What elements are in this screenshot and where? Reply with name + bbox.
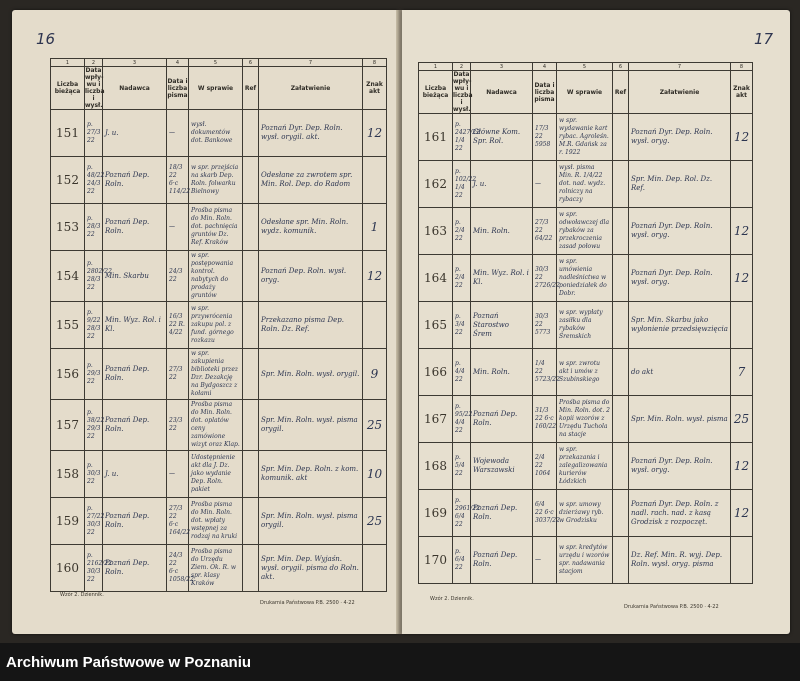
left-page-number: 16 — [36, 30, 56, 48]
entry-number: 152 — [51, 157, 85, 204]
table-row — [51, 349, 387, 400]
header-ref: Ref — [243, 67, 259, 110]
entry-subject: Udostępnienie akt dla J. Dz. jako wydanie Dep. Roln. pakiet — [189, 451, 243, 498]
entry-date: p. 48/22 24/3 22 — [85, 157, 103, 204]
register-table-right — [418, 62, 753, 584]
entry-resolution: Odesłane za zwrotem spr. Min. Rol. Dep. do Radom — [259, 157, 363, 204]
entry-sender: Poznań Starostwo Śrem — [471, 302, 533, 349]
left-page — [12, 10, 398, 634]
archive-label: Archiwum Państwowe w Poznaniu — [6, 654, 252, 671]
entry-ref — [243, 349, 259, 400]
column-number: 1 — [419, 63, 453, 71]
entry-sender: J. u. — [471, 161, 533, 208]
footer-print-note: Drukarnia Państwowa P.B. 2500 · 4·22 — [260, 600, 355, 606]
entry-sender: Wojewoda Warszawski — [471, 443, 533, 490]
entry-resolution: do akt — [629, 349, 731, 396]
column-number: 8 — [363, 59, 387, 67]
entry-letter-date: 30/3 22 5773 — [533, 302, 557, 349]
entry-resolution: Odesłane spr. Min. Roln. wydz. komunik. — [259, 204, 363, 251]
entry-resolution: Spr. Min. Skarbu jako wyłonienie przedsięwzięcia — [629, 302, 731, 349]
column-number: 2 — [85, 59, 103, 67]
entry-subject: w spr. wydawanie kart rybac. Agroleśn. M.R. Gdańsk za r. 1922 — [557, 114, 613, 161]
entry-letter-date: 6/4 22 6·c 3037/22 — [533, 490, 557, 537]
entry-subject: w spr. zwrotu akt i umów z Szubinskiego — [557, 349, 613, 396]
entry-ref — [243, 400, 259, 451]
entry-subject: w spr. umówienia nadleśnictwa w poniedziałek do Dobr. — [557, 255, 613, 302]
column-number: 1 — [51, 59, 85, 67]
table-row — [419, 208, 753, 255]
entry-letter-date: 23/3 22 — [167, 400, 189, 451]
entry-ref — [613, 255, 629, 302]
entry-letter-date: 18/3 22 6·c 114/22 — [167, 157, 189, 204]
entry-ref — [613, 161, 629, 208]
entry-subject: w spr. przywrócenia zakupu pol. z fund. górnego rozkazu — [189, 302, 243, 349]
entry-ref — [243, 498, 259, 545]
entry-letter-date: — — [533, 537, 557, 584]
entry-file-sign: 12 — [731, 255, 753, 302]
entry-subject: w spr. umowy dzierżawy ryb. w Grodzisku — [557, 490, 613, 537]
header-w-sprawie: W sprawie — [189, 67, 243, 110]
entry-date: p. 9/22 28/3 22 — [85, 302, 103, 349]
entry-number: 166 — [419, 349, 453, 396]
table-row — [419, 443, 753, 490]
entry-file-sign: 25 — [731, 396, 753, 443]
register-table-left — [50, 58, 387, 592]
table-row — [51, 451, 387, 498]
entry-letter-date: 24/3 22 6·c 1058/22 — [167, 545, 189, 592]
entry-ref — [243, 110, 259, 157]
entry-letter-date: — — [533, 161, 557, 208]
entry-number: 158 — [51, 451, 85, 498]
column-number: 4 — [167, 59, 189, 67]
entry-number: 168 — [419, 443, 453, 490]
entry-sender: J. u. — [103, 451, 167, 498]
entry-number: 159 — [51, 498, 85, 545]
table-row — [51, 251, 387, 302]
entry-ref — [613, 490, 629, 537]
entry-number: 151 — [51, 110, 85, 157]
entry-letter-date: — — [167, 204, 189, 251]
entry-file-sign — [363, 302, 387, 349]
entry-subject: Prośba pisma do Urzędu Ziem. Ok. R. w spr. klasy Kraków — [189, 545, 243, 592]
entry-subject: w spr. przekazania i zalegalizowania kurierów Łódzkich — [557, 443, 613, 490]
entry-date: p. 27/3 22 — [85, 110, 103, 157]
entry-sender: J. u. — [103, 110, 167, 157]
column-number: 5 — [557, 63, 613, 71]
entry-number: 161 — [419, 114, 453, 161]
entry-subject: w spr. odwoławczej dla rybaków za przekroczenia zasad połowu — [557, 208, 613, 255]
entry-letter-date: 2/4 22 1064 — [533, 443, 557, 490]
entry-subject: w spr. przejścia na skarb Dep. Roln. folwarku Bielnowy — [189, 157, 243, 204]
entry-date: p. 2961/22 6/4 22 — [453, 490, 471, 537]
footer-form-label: Wzór 2. Dziennik. — [430, 596, 474, 602]
register-rows-right — [419, 114, 753, 584]
entry-date: p. 38/22 29/3 22 — [85, 400, 103, 451]
register-rows-left — [51, 110, 387, 592]
entry-ref — [613, 537, 629, 584]
entry-ref — [613, 443, 629, 490]
footer-form-label: Wzór 2. Dziennik. — [60, 592, 104, 598]
right-page-number: 17 — [754, 30, 774, 48]
entry-sender: Poznań Dep. Roln. — [471, 490, 533, 537]
entry-resolution: Spr. Min. Roln. wysł. pisma orygil. — [259, 498, 363, 545]
entry-file-sign — [363, 157, 387, 204]
entry-file-sign: 25 — [363, 498, 387, 545]
entry-letter-date: 24/3 22 — [167, 251, 189, 302]
entry-letter-date: — — [167, 110, 189, 157]
entry-date: p. 95/22 4/4 22 — [453, 396, 471, 443]
header-data-wplywu: Data wpły-wu i liczba i wysł. — [453, 71, 473, 113]
entry-resolution: Spr. Min. Dep. Rol. Dz. Ref. — [629, 161, 731, 208]
header-liczba: Liczba bieżąca — [51, 67, 85, 110]
column-number-row — [51, 59, 387, 67]
entry-ref — [243, 251, 259, 302]
entry-sender: Min. Skarbu — [103, 251, 167, 302]
entry-ref — [243, 302, 259, 349]
entry-file-sign: 12 — [363, 251, 387, 302]
entry-resolution: Dz. Ref. Min. R. wyj. Dep. Roln. wysł. oryg. pisma — [629, 537, 731, 584]
entry-file-sign — [363, 545, 387, 592]
entry-sender: Poznań Dep. Roln. — [103, 204, 167, 251]
entry-sender: Min. Roln. — [471, 208, 533, 255]
entry-file-sign: 12 — [731, 443, 753, 490]
header-data-pisma: Data i liczba pisma — [533, 71, 557, 114]
entry-sender: Główne Kom. Spr. Rol. — [471, 114, 533, 161]
entry-sender: Poznań Dep. Roln. — [103, 545, 167, 592]
table-row — [51, 204, 387, 251]
header-data-wplywu: Data wpły-wu i liczba i wysł. — [85, 67, 105, 109]
entry-subject: Prośba pisma do Min. Roln. dot. 2 kopii wzorów z Urzędu Tuchola na stacje — [557, 396, 613, 443]
entry-file-sign — [731, 161, 753, 208]
header-znak-akt: Znak akt — [363, 67, 387, 110]
table-row — [419, 302, 753, 349]
entry-ref — [243, 545, 259, 592]
column-number: 2 — [453, 63, 471, 71]
entry-letter-date: 27/3 22 — [167, 349, 189, 400]
column-number: 3 — [103, 59, 167, 67]
table-row — [419, 490, 753, 537]
entry-subject: Prośba pisma do Min. Roln. dot. wpłaty wstępnej za rodzaj na kruki — [189, 498, 243, 545]
entry-date: p. 2802/22 28/3 22 — [85, 251, 103, 302]
entry-subject: wysł. pisma Min. R. 1/4/22 dot. nad. wydz. rolniczy na rybaczy — [557, 161, 613, 208]
entry-subject: Prośba pisma do Min. Roln. dot. oplatów ceny zamówione wizyt oraz Klap. — [189, 400, 243, 451]
entry-resolution: Poznań Dyr. Dep. Roln. wysł. oryg. — [629, 114, 731, 161]
entry-date: p. 2427/22 1/4 22 — [453, 114, 471, 161]
table-row — [419, 349, 753, 396]
entry-date: p. 4/4 22 — [453, 349, 471, 396]
entry-sender: Min. Roln. — [471, 349, 533, 396]
entry-subject: w spr. kredytów urzędu i wzorów spr. nadawania stacjom — [557, 537, 613, 584]
entry-resolution: Spr. Min. Roln. wysł. pisma orygil. — [259, 400, 363, 451]
table-row — [51, 110, 387, 157]
column-number: 7 — [629, 63, 731, 71]
entry-number: 164 — [419, 255, 453, 302]
entry-ref — [613, 396, 629, 443]
entry-resolution: Spr. Min. Dep. Wyjaśn. wysł. orygil. pisma do Roln. akt. — [259, 545, 363, 592]
entry-sender: Poznań Dep. Roln. — [103, 157, 167, 204]
column-number: 7 — [259, 59, 363, 67]
entry-letter-date: 27/3 22 64/22 — [533, 208, 557, 255]
entry-subject: Prośba pisma do Min. Roln. dot. pachnięcia gruntów Dz. Ref. Kraków — [189, 204, 243, 251]
table-row — [419, 537, 753, 584]
entry-file-sign: 12 — [363, 110, 387, 157]
entry-resolution: Poznań Dyr. Dep. Roln. wysł. oryg. — [629, 443, 731, 490]
entry-number: 162 — [419, 161, 453, 208]
entry-date: p. 2/4 22 — [453, 255, 471, 302]
entry-date: p. 3/4 22 — [453, 302, 471, 349]
entry-subject: w spr. postępowania kontrol. nabytych do prodaży gruntów — [189, 251, 243, 302]
archive-banner — [0, 643, 800, 681]
entry-file-sign: 12 — [731, 208, 753, 255]
header-zalatwienie: Załatwienie — [259, 67, 363, 110]
table-row — [51, 545, 387, 592]
entry-number: 169 — [419, 490, 453, 537]
table-row — [419, 114, 753, 161]
entry-ref — [613, 208, 629, 255]
header-row — [419, 71, 753, 114]
entry-ref — [243, 157, 259, 204]
entry-sender: Min. Wyz. Rol. i Kl. — [103, 302, 167, 349]
entry-letter-date: 1/4 22 5723/22 — [533, 349, 557, 396]
header-nadawca: Nadawca — [471, 71, 533, 114]
entry-resolution: Spr. Min. Roln. wysł. pisma — [629, 396, 731, 443]
entry-sender: Poznań Dep. Roln. — [103, 349, 167, 400]
entry-letter-date: — — [167, 451, 189, 498]
column-number: 4 — [533, 63, 557, 71]
header-w-sprawie: W sprawie — [557, 71, 613, 114]
column-number: 6 — [243, 59, 259, 67]
table-row — [51, 400, 387, 451]
header-data-pisma: Data i liczba pisma — [167, 67, 189, 110]
table-row — [51, 302, 387, 349]
entry-number: 160 — [51, 545, 85, 592]
entry-sender: Min. Wyz. Rol. i Kl. — [471, 255, 533, 302]
entry-file-sign: 9 — [363, 349, 387, 400]
entry-sender: Poznań Dep. Roln. — [471, 537, 533, 584]
entry-resolution: Poznań Dyr. Dep. Roln. wysł. oryg. — [629, 255, 731, 302]
header-nadawca: Nadawca — [103, 67, 167, 110]
entry-date: p. 6/4 22 — [453, 537, 471, 584]
entry-sender: Poznań Dep. Roln. — [471, 396, 533, 443]
entry-letter-date: 16/3 22 R. 4/22 — [167, 302, 189, 349]
header-row — [51, 67, 387, 110]
entry-sender: Poznań Dep. Roln. — [103, 498, 167, 545]
entry-file-sign: 1 — [363, 204, 387, 251]
entry-resolution: Poznań Dyr. Dep. Roln. z nadl. rach. nad. z kasą Grodzisk z rozpoczęt. — [629, 490, 731, 537]
entry-ref — [613, 302, 629, 349]
entry-ref — [243, 451, 259, 498]
column-number-row — [419, 63, 753, 71]
entry-date: p. 29/3 22 — [85, 349, 103, 400]
entry-letter-date: 27/3 22 6·c 164/22 — [167, 498, 189, 545]
entry-file-sign: 12 — [731, 114, 753, 161]
entry-file-sign: 12 — [731, 490, 753, 537]
entry-number: 170 — [419, 537, 453, 584]
entry-number: 163 — [419, 208, 453, 255]
entry-date: p. 28/3 22 — [85, 204, 103, 251]
entry-date: p. 102/22 1/4 22 — [453, 161, 471, 208]
table-row — [419, 396, 753, 443]
entry-number: 155 — [51, 302, 85, 349]
header-znak-akt: Znak akt — [731, 71, 753, 114]
footer-print-note: Drukarnia Państwowa P.B. 2500 · 4·22 — [624, 604, 719, 610]
entry-date: p. 2162/22 30/3 22 — [85, 545, 103, 592]
entry-resolution: Poznań Dyr. Dep. Roln. wysł. oryg. — [629, 208, 731, 255]
entry-number: 167 — [419, 396, 453, 443]
entry-file-sign: 10 — [363, 451, 387, 498]
entry-date: p. 30/3 22 — [85, 451, 103, 498]
entry-number: 153 — [51, 204, 85, 251]
entry-ref — [243, 204, 259, 251]
entry-sender: Poznań Dep. Roln. — [103, 400, 167, 451]
column-number: 3 — [471, 63, 533, 71]
entry-file-sign: 7 — [731, 349, 753, 396]
header-zalatwienie: Załatwienie — [629, 71, 731, 114]
header-ref: Ref — [613, 71, 629, 114]
entry-date: p. 5/4 22 — [453, 443, 471, 490]
entry-file-sign: 25 — [363, 400, 387, 451]
entry-number: 156 — [51, 349, 85, 400]
table-row — [51, 157, 387, 204]
entry-date: p. 27/22 30/3 22 — [85, 498, 103, 545]
entry-letter-date: 17/3 22 5958 — [533, 114, 557, 161]
entry-resolution: Poznań Dep. Roln. wysł. oryg. — [259, 251, 363, 302]
entry-letter-date: 30/3 22 2726/22 — [533, 255, 557, 302]
column-number: 5 — [189, 59, 243, 67]
entry-resolution: Spr. Min. Dep. Roln. z kom. komunik. akt — [259, 451, 363, 498]
column-number: 8 — [731, 63, 753, 71]
entry-date: p. 2/4 22 — [453, 208, 471, 255]
right-page — [402, 10, 790, 634]
entry-resolution: Spr. Min. Roln. wysł. orygil. — [259, 349, 363, 400]
entry-number: 165 — [419, 302, 453, 349]
entry-file-sign — [731, 302, 753, 349]
entry-ref — [613, 349, 629, 396]
entry-letter-date: 31/3 22 6·c 160/22 — [533, 396, 557, 443]
entry-ref — [613, 114, 629, 161]
table-row — [51, 498, 387, 545]
entry-subject: w spr. zakupienia biblioteki przez Dzr. Dezakcję na Bydgoszcz z kołami — [189, 349, 243, 400]
column-number: 6 — [613, 63, 629, 71]
header-liczba: Liczba bieżąca — [419, 71, 453, 114]
entry-number: 154 — [51, 251, 85, 302]
entry-subject: w spr. wypłaty zasiłku dla rybaków Śremskich — [557, 302, 613, 349]
entry-file-sign — [731, 537, 753, 584]
table-row — [419, 161, 753, 208]
entry-resolution: Poznań Dyr. Dep. Roln. wysł. orygil. akt. — [259, 110, 363, 157]
table-row — [419, 255, 753, 302]
entry-number: 157 — [51, 400, 85, 451]
entry-resolution: Przekazano pisma Dep. Roln. Dz. Ref. — [259, 302, 363, 349]
entry-subject: wysł. dokumentów dot. Bankowe — [189, 110, 243, 157]
